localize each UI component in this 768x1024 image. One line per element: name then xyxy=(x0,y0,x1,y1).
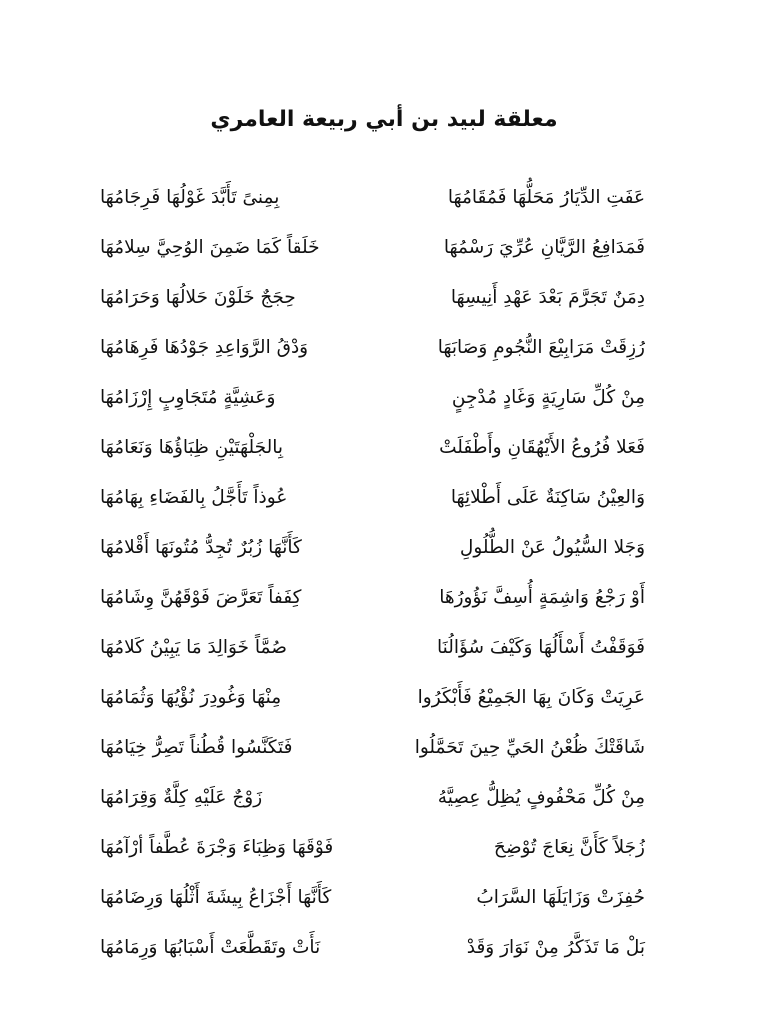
verse-first-hemistich: عَفَتِ الدِّيَارُ مَحَلُّهَا فَمُقَامُهَا xyxy=(447,186,645,208)
verse-first-hemistich: مِنْ كُلِّ سَارِيَةٍ وَغَادٍ مُدْجِنٍ xyxy=(451,386,645,408)
verse-first-hemistich: دِمَنٌ تَجَرَّمَ بَعْدَ عَهْدِ أَنِيسِهَا xyxy=(450,286,645,308)
verse-second-hemistich: مِنْهَا وَغُودِرَ نُؤْيُهَا وَثُمَامُهَا xyxy=(100,686,282,708)
poem-verse xyxy=(100,572,645,622)
verse-second-hemistich: فَتَكَنَّسُوا قُطُناً تَصِرُّ خِيَامُهَا xyxy=(100,736,293,758)
verse-second-hemistich: فَوْقَهَا وَظِبَاءَ وَجْرَةَ عُطَّفاً أرْآمُهَا xyxy=(100,836,334,858)
verse-second-hemistich: كَأَنَّهَا زُبُرٌ تُجِدُّ مُتُونَهَا أَقْلامُهَا xyxy=(100,536,302,558)
verse-second-hemistich: زَوْجٌ عَلَيْهِ كِلَّةٌ وَقِرَامُهَا xyxy=(100,786,263,808)
verse-second-hemistich: صُمَّاً خَوَالِدَ مَا يَبِيْنُ كَلامُهَا xyxy=(100,636,287,658)
verse-first-hemistich: فَعَلا فُرُوعُ الأَيْهُقَانِ وأَطْفَلَتْ xyxy=(439,436,645,458)
verse-second-hemistich: وَعَشِيَّةٍ مُتَجَاوِبٍ إِرْزَامُهَا xyxy=(100,386,276,408)
verse-first-hemistich: حُفِزَتْ وَزَايَلَهَا السَّرَابُ xyxy=(476,886,645,908)
poem-verse xyxy=(100,722,645,772)
verse-second-hemistich: عُوذاً تَأَجَّلُ بِالفَضَاءِ بِهَامُهَا xyxy=(100,486,288,508)
poem-verse xyxy=(100,872,645,922)
verse-second-hemistich: بِالجَلْهَتَيْنِ ظِبَاؤُهَا وَنَعَامُهَا xyxy=(100,436,284,458)
poem-verse xyxy=(100,772,645,822)
verse-second-hemistich: حِجَجٌ خَلَوْنَ حَلالُهَا وَحَرَامُهَا xyxy=(100,286,296,308)
poem-verse xyxy=(100,622,645,672)
verse-second-hemistich: وَدْقُ الرَّوَاعِدِ جَوْدُهَا فَرِهَامُهَا xyxy=(100,336,309,358)
poem-verse xyxy=(100,922,645,972)
poem-verse xyxy=(100,422,645,472)
verse-second-hemistich: بِمِنىً تَأَبَّدَ غَوْلُهَا فَرِجَامُهَا xyxy=(100,186,280,208)
poem-verse xyxy=(100,472,645,522)
poem-verse xyxy=(100,322,645,372)
verse-second-hemistich: كَأَنَّهَا أَجْزَاعُ بِيشَةَ أَثْلُهَا وَرِضَامُهَا xyxy=(100,886,332,908)
verse-first-hemistich: بَلْ مَا تَذَكَّرُ مِنْ نَوَارَ وَقَدْ xyxy=(466,936,645,958)
verse-first-hemistich: شَاقَتْكَ ظُعْنُ الحَيِّ حِينَ تَحَمَّلُوا xyxy=(414,736,645,758)
verse-first-hemistich: وَالعِيْنُ سَاكِنَةٌ عَلَى أَطْلائِهَا xyxy=(450,486,645,508)
poem-verse xyxy=(100,822,645,872)
verse-first-hemistich: رُزِقَتْ مَرَابِيْعَ النُّجُومِ وَصَابَهَا xyxy=(437,336,645,358)
poem-verse xyxy=(100,172,645,222)
poem-body xyxy=(100,172,645,972)
poem-verse xyxy=(100,672,645,722)
poem-verse xyxy=(100,222,645,272)
poem-verse xyxy=(100,522,645,572)
verse-first-hemistich: فَمَدَافِعُ الرَّيَّانِ عُرِّيَ رَسْمُهَا xyxy=(443,236,645,258)
verse-first-hemistich: أَوْ رَجْعُ وَاشِمَةٍ أُسِفَّ نَؤُورُهَا xyxy=(439,586,645,608)
verse-first-hemistich: فَوَقَفْتُ أَسْأَلُهَا وَكَيْفَ سُؤَالُنَا xyxy=(436,636,645,658)
verse-second-hemistich: نَأَتْ وتَقَطَّعَتْ أَسْبَابُهَا وَرِمَامُهَا xyxy=(100,936,321,958)
poem-title: معلقة لبيد بن أبي ربيعة العامري xyxy=(210,107,558,132)
poem-verse xyxy=(100,372,645,422)
verse-second-hemistich: خَلَقاً كَمَا ضَمِنَ الوُحِيَّ سِلامُهَا xyxy=(100,236,320,258)
verse-first-hemistich: زُجَلاً كَأَنَّ نِعَاجَ تُوْضِحَ xyxy=(493,836,645,858)
verse-second-hemistich: كِفَفاً تَعَرَّضَ فَوْقَهُنَّ وِشَامُهَا xyxy=(100,586,302,608)
poem-verse xyxy=(100,272,645,322)
verse-first-hemistich: مِنْ كُلِّ مَحْفُوفٍ يُظِلُّ عِصِيَّهُ xyxy=(437,786,645,808)
verse-first-hemistich: عَرِيَتْ وَكَانَ بِهَا الجَمِيْعُ فَأَبْكَرُوا xyxy=(417,686,645,708)
verse-first-hemistich: وَجَلا السُّيُولُ عَنْ الطُّلُولِ xyxy=(459,536,645,558)
